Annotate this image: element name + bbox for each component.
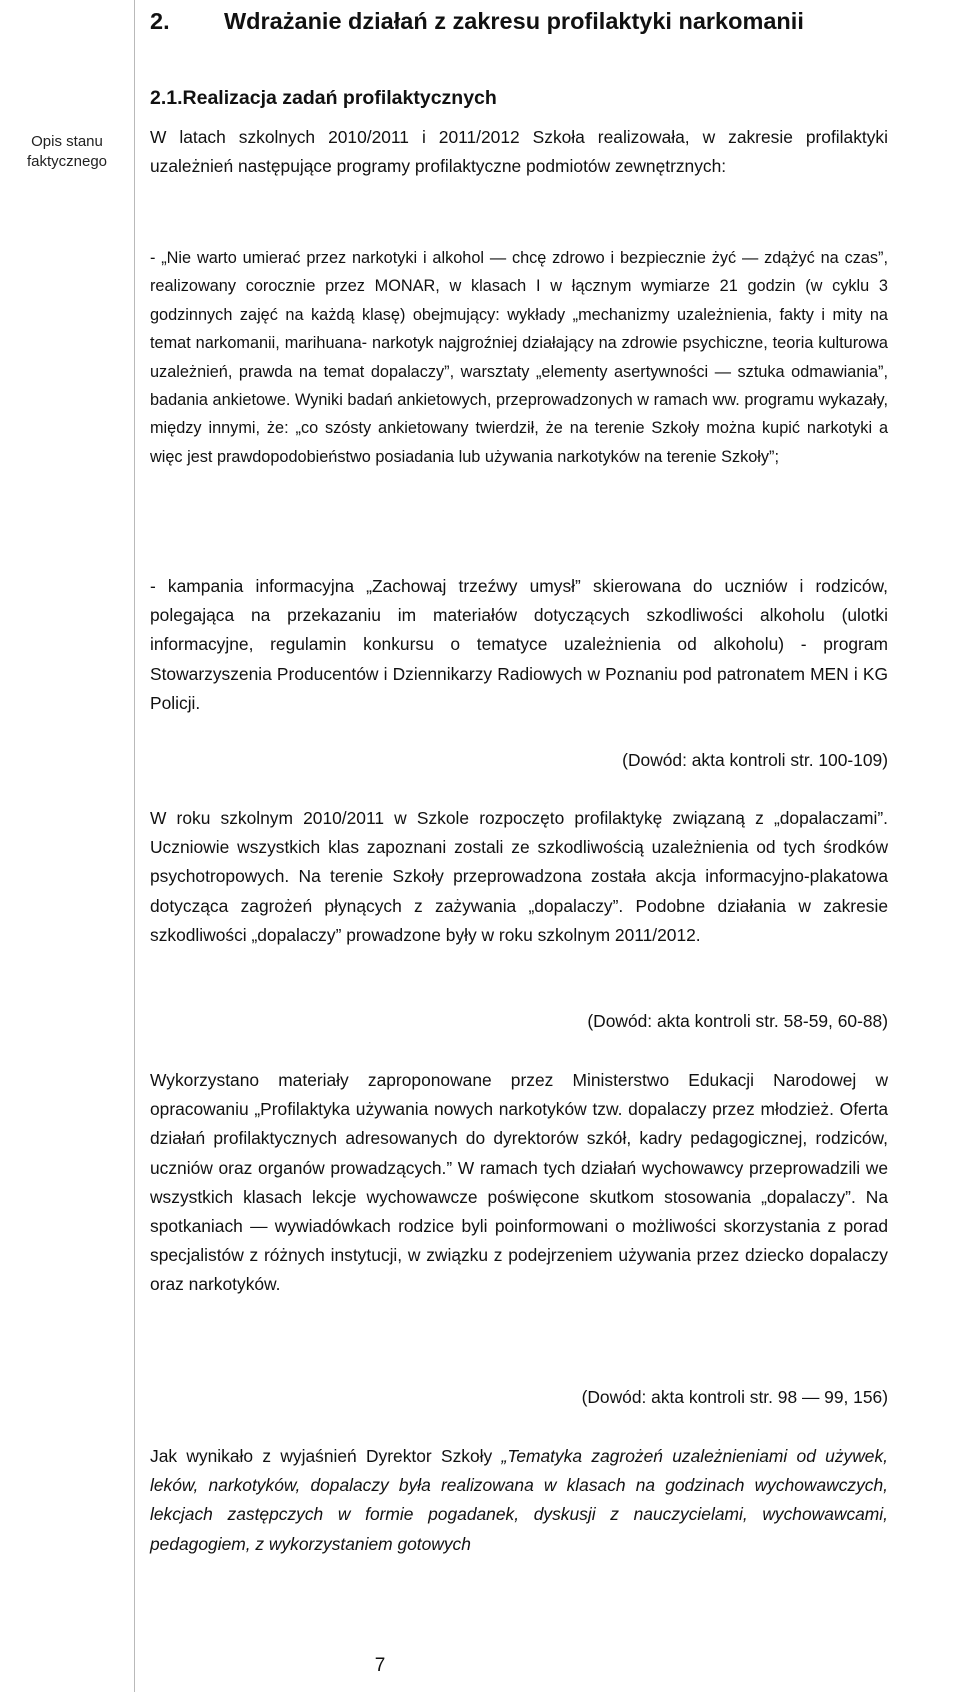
page-number: 7 [374,1655,386,1676]
margin-label: Opis stanu faktycznego [26,133,108,170]
director-paragraph [150,1442,888,1559]
dopalacze-paragraph: W roku szkolnym 2010/2011 w Szkole rozpoczęto profilaktykę związaną z „dopalaczami”. Uczniowie wszystkich klas zapoznani zostali ze szkodliwością uzależnienia od tych środków psychotropowych. Na terenie Szkoły przeprowadzona została akcja informacyjno-plakatowa dotycząca zagrożeń płynących z zażywania „dopalaczy”. Podobne działania w zakresie szkodliwości „dopalaczy” prowadzone były w roku szkolnym 2011/2012. [150,808,888,945]
section-heading [150,5,888,38]
director-quote: „Tematyka zagrożeń uzależnieniami od używek, leków, narkotyków, dopalaczy była realizowana w klasach na godzinach wychowawczych, lekcjach zastępczych w formie pogadanek, dyskusji z nauczycielami, wychowawcami, pedagogiem, z wykorzystaniem gotowych [150,1446,888,1554]
evidence-note-1: (Dowód: akta kontroli str. 100-109) [622,750,888,770]
section-title: Wdrażanie działań z zakresu profilaktyki narkomanii [224,8,804,34]
evidence-note-3: (Dowód: akta kontroli str. 98 — 99, 156) [581,1387,888,1407]
ministry-paragraph: Wykorzystano materiały zaproponowane przez Ministerstwo Edukacji Narodowej w opracowaniu „Profilaktyka używania nowych narkotyków tzw. dopalaczy przez młodzież. Oferta działań profilaktycznych adresowanych do dyrektorów szkół, kadry pedagogicznej, rodziców, uczniów oraz organów prowadzących.” W ramach tych działań wychowawcy przeprowadzili we wszystkich klasach lekcje wychowawcze poświęcone skutkom stosowania „dopalaczy”. Na spotkaniach — wywiadówkach rodzice byli poinformowani o możliwości skorzystania z porad specjalistów z różnych instytucji, w związku z podejrzeniem używania przez dziecko dopalaczy oraz narkotyków. [150,1070,888,1295]
section-number: 2. [150,8,170,34]
program-monar-paragraph: - „Nie warto umierać przez narkotyki i alkohol — chcę zdrowo i bezpiecznie żyć — zdążyć na czas”, realizowany corocznie przez MONAR, w klasach I w łącznym wymiarze 21 godzin (w cyklu 3 godzinnych zajęć na każdą klasę) obejmujący: wykłady „mechanizmy uzależnienia, fakty i mity na temat narkomanii, marihuana- narkotyk najgroźniej działający na zdrowie psychiczne, teoria kulturowa uzależnień, prawda na temat dopalaczy”, warsztaty „elementy asertywności — sztuka odmawiania”, badania ankietowe. Wyniki badań ankietowych, przeprowadzonych w ramach ww. programu wykazały, między innymi, że: „co szósty ankietowany twierdził, że na terenie Szkoły można kupić narkotyki a więc jest prawdopodobieństwo posiadania lub używania narkotyków na terenie Szkoły”; [150,249,888,466]
margin-column [0,0,135,1692]
director-lead: Jak wynikało z wyjaśnień Dyrektor Szkoły [150,1446,493,1466]
intro-paragraph: W latach szkolnych 2010/2011 i 2011/2012 Szkoła realizowała, w zakresie profilaktyki uzależnień następujące programy profilaktyczne podmiotów zewnętrznych: [150,127,888,177]
evidence-note-2: (Dowód: akta kontroli str. 58-59, 60-88) [587,1011,888,1031]
campaign-paragraph: - kampania informacyjna „Zachowaj trzeźwy umysł” skierowana do uczniów i rodziców, polegająca na przekazaniu im materiałów dotyczących szkodliwości alkoholu (ulotki informacyjne, regulamin konkursu o tematyce uzależnienia od alkoholu) - program Stowarzyszenia Producentów i Dziennikarzy Radiowych w Poznaniu pod patronatem MEN i KG Policji. [150,576,888,713]
subsection-heading: 2.1.Realizacja zadań profilaktycznych [150,87,497,109]
